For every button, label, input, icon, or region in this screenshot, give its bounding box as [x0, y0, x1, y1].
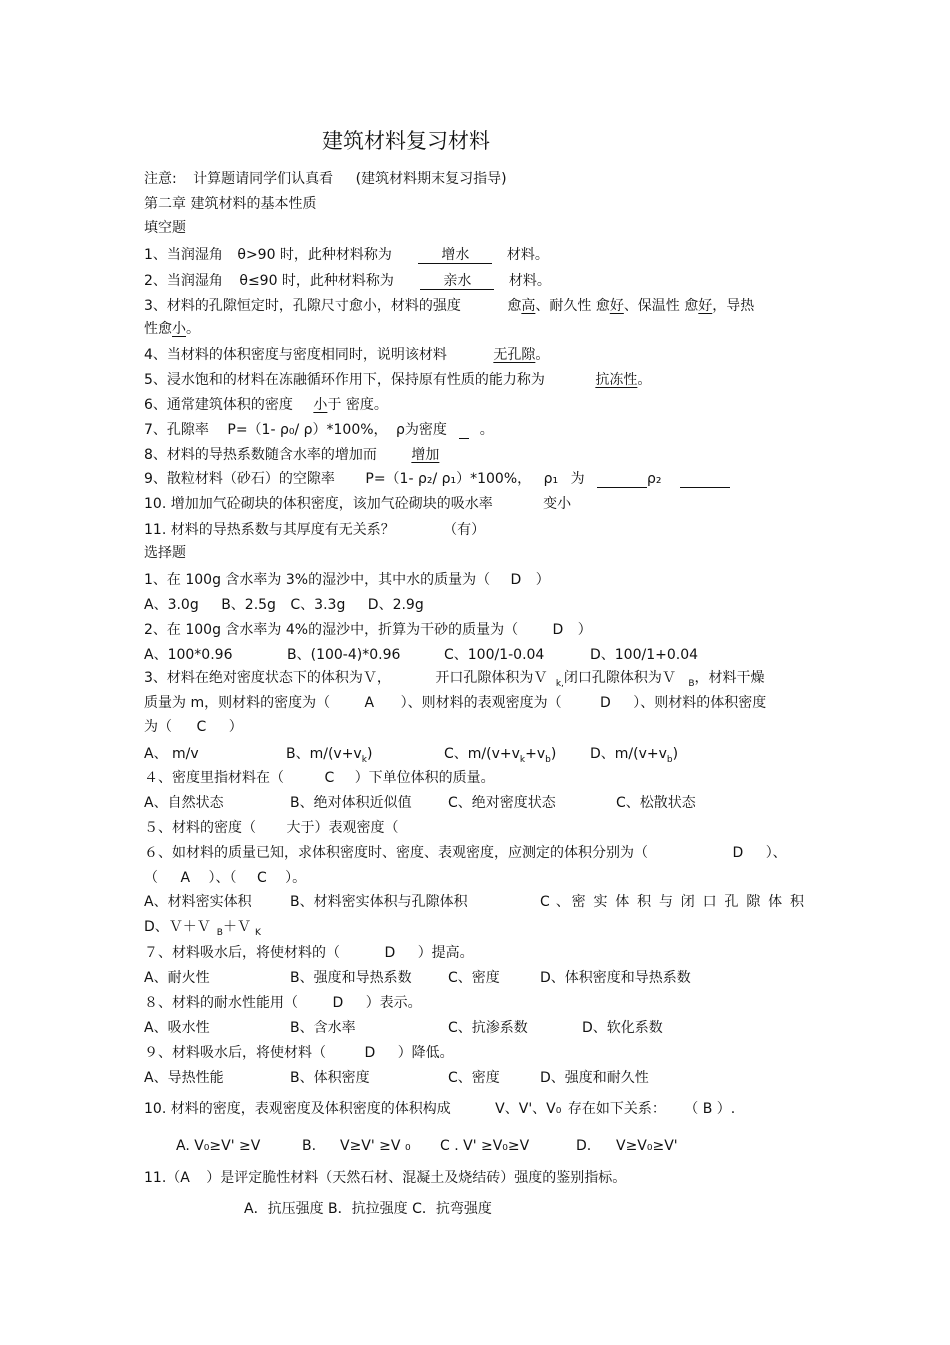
answer: A [180, 870, 191, 886]
answer-blank: 好 [698, 298, 713, 314]
choice-item-11: 11.（A ）是评定脆性材料（天然石材、混凝土及烧结砖）强度的鉴别指标。 [144, 1170, 627, 1186]
answer: D [600, 695, 611, 711]
fill-item-7: 7、孔隙率 P=（1- ρ₀/ ρ）*100%， ρ为密度 。 [144, 422, 494, 438]
answer: A [364, 695, 375, 711]
fill-item-9: 9、散粒材料（砂石）的空隙率 P=（1- ρ₂/ ρ₁）*100%， ρ₁ 为 ρ₂ [144, 470, 730, 488]
answer-blank [597, 471, 647, 488]
choice-item-3-cont: 质量为 m，则材料的密度为（ A ）、则材料的表观密度为（ D ）、则材料的体积密度 [144, 695, 767, 711]
answer-blank: 高 [521, 298, 536, 314]
fill-item-10: 10. 增加加气砼砌块的体积密度，该加气砼砌块的吸水率 变小 [144, 496, 572, 512]
answer: D [552, 622, 564, 638]
answer: 大于 [286, 820, 315, 836]
note-text: 计算题请同学们认真看 [193, 171, 334, 187]
answer-blank [459, 422, 469, 439]
choice-item-7: ７、材料吸水后，将使材料的（ D ）提高。 [144, 945, 474, 961]
fill-item-5: 5、浸水饱和的材料在冻融循环作用下，保持原有性质的能力称为 抗冻性。 [144, 372, 652, 388]
fill-item-11: 11. 材料的导热系数与其厚度有无关系？ （有） [144, 522, 486, 538]
choice-item-8: ８、材料的耐水性能用（ D ）表示。 [144, 995, 422, 1011]
choice-11-options: A．抗压强度 B．抗拉强度 C．抗弯强度 [244, 1201, 492, 1217]
answer-blank: 增水 [418, 247, 492, 264]
page-title: 建筑材料复习材料 [322, 129, 490, 153]
choice-item-6-cont: （ A ）、（ C ）。 [144, 870, 307, 886]
fill-item-6: 6、通常建筑体积的密度 小于 密度。 [144, 397, 388, 413]
choice-item-9: ９、材料吸水后，将使材料（ D ）降低。 [144, 1045, 454, 1061]
answer-blank: 亲水 [420, 273, 494, 290]
choice-item-3: 3、材料在绝对密度状态下的体积为Ｖ， 开口孔隙体积为Ｖ $_{k,}$闭口孔隙体积为Ｖ $_B$，材料干燥 [144, 670, 765, 689]
answer: C [324, 770, 335, 786]
chapter-heading: 第二章 建筑材料的基本性质 [144, 196, 317, 212]
choice-item-1: 1、在 100g 含水率为 3%的湿沙中，其中水的质量为（ D ） [144, 572, 550, 588]
choice-item-4: ４、密度里指材料在（ C ）下单位体积的质量。 [144, 770, 495, 786]
answer: D [384, 945, 396, 961]
answer: D [364, 1045, 376, 1061]
answer-blank: 小 [313, 397, 328, 413]
note-line [144, 170, 507, 188]
answer-blank: 好 [609, 298, 624, 314]
choice-item-10: 10. 材料的密度，表观密度及体积密度的体积构成 V、V'、V₀ 存在如下关系： （ B ）. [144, 1101, 736, 1117]
answer: D [732, 845, 744, 861]
fill-item-3: 3、材料的孔隙恒定时，孔隙尺寸愈小，材料的强度 愈高、耐久性 愈好、保温性 愈好，导热 [144, 298, 755, 314]
note-label: 注意: [144, 171, 177, 187]
choice-4-options: A、自然状态 B、绝对体积近似值 C、绝对密度状态 C、松散状态 [144, 795, 696, 811]
choice-item-3-cont2: 为（ C ） [144, 719, 243, 735]
answer: （ B ）. [684, 1101, 736, 1117]
choice-7-options: A、耐火性 B、强度和导热系数 C、密度 D、体积密度和导热系数 [144, 970, 691, 986]
choice-3-options: A、 m/v B、$m/(v+v_k)$ C、$m/(v+v_k+v_b)$ D、$m/(v+v_b)$ [144, 746, 679, 765]
choice-6-options: A、材料密实体积 B、材料密实体积与孔隙体积 C 、密 实 体 积 与 闭 口 孔 隙 体 积 [144, 894, 804, 910]
answer-blank [680, 471, 730, 488]
answer-blank: 增加 [411, 447, 440, 463]
choice-6-option-d: D、Ｖ＋Ｖ $_B$＋Ｖ $_K$ [144, 919, 261, 938]
choice-heading: 选择题 [144, 545, 186, 561]
fill-item-8: 8、材料的导热系数随含水率的增加而 增加 [144, 447, 440, 463]
choice-8-options: A、吸水性 B、含水率 C、抗渗系数 D、软化系数 [144, 1020, 663, 1036]
choice-2-options: A、100*0.96 B、(100-4)*0.96 C、100/1-0.04 D、100/1+0.04 [144, 647, 699, 663]
answer-blank: 小 [172, 321, 186, 337]
fill-item-1: 1、当润湿角 θ>90 时，此种材料称为 增水 材料。 [144, 247, 549, 263]
choice-1-options: A、3.0g B、2.5g C、3.3g D、2.9g [144, 597, 424, 613]
choice-9-options: A、导热性能 B、体积密度 C、密度 D、强度和耐久性 [144, 1070, 649, 1086]
answer-blank: 抗冻性 [595, 372, 638, 388]
answer: D [510, 572, 522, 588]
answer: C [196, 719, 207, 735]
answer: D [332, 995, 344, 1011]
fill-heading: 填空题 [144, 220, 186, 236]
choice-item-5: ５、材料的密度（ 大于）表观密度（ [144, 820, 399, 836]
answer: C [256, 870, 267, 886]
fill-item-3-cont: 性愈小。 [144, 321, 200, 337]
answer-blank: 无孔隙 [493, 347, 536, 363]
note-ref: (建筑材料期末复习指导) [355, 171, 507, 187]
choice-10-options: A. V₀≥V' ≥V B. V≥V' ≥V ₀ C . V' ≥V₀≥V D. V≥V₀≥V' [176, 1138, 678, 1154]
choice-item-2: 2、在 100g 含水率为 4%的湿沙中，折算为干砂的质量为（ D ） [144, 622, 592, 638]
choice-item-6: ６、如材料的质量已知，求体积密度时、密度、表观密度，应测定的体积分别为（ D ）、 [144, 845, 787, 861]
fill-item-2: 2、当润湿角 θ≤90 时，此种材料称为 亲水 材料。 [144, 273, 551, 289]
fill-item-4: 4、当材料的体积密度与密度相同时，说明该材料 无孔隙。 [144, 347, 550, 363]
